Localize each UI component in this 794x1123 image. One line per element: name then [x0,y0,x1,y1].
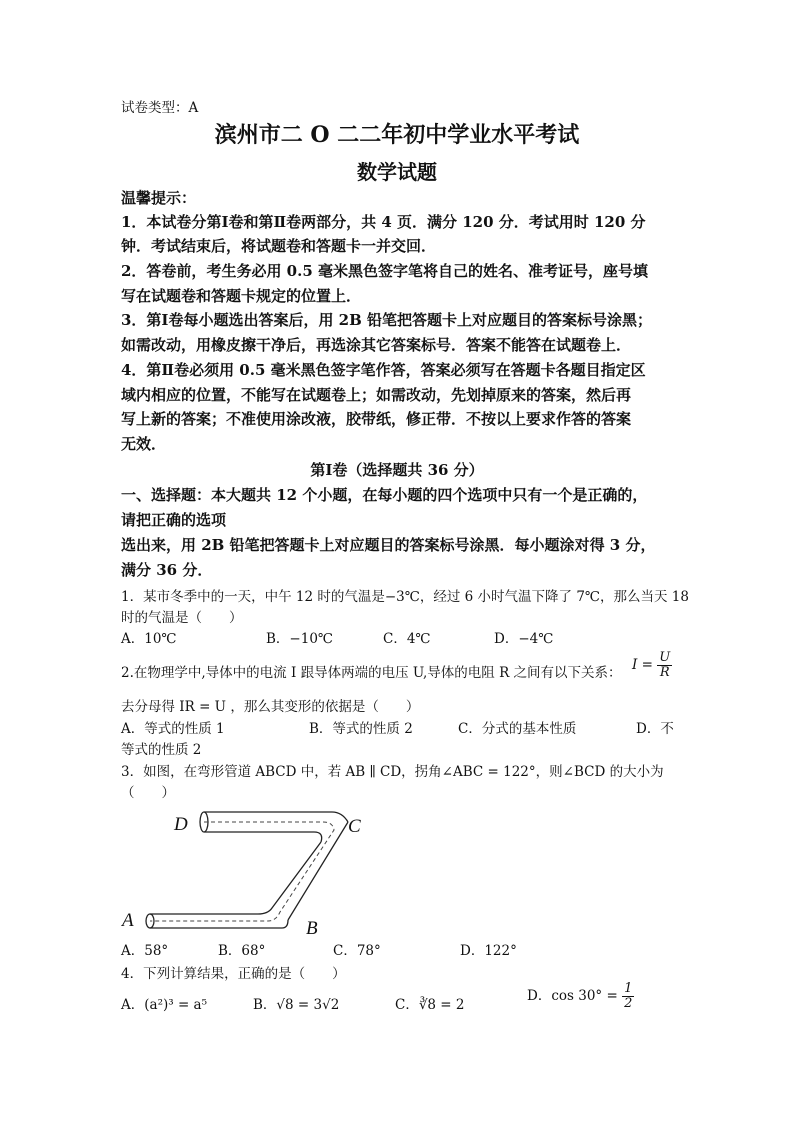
tips-line: 写在试题卷和答题卡规定的位置上． [121,287,362,305]
question-2-option-a: A．等式的性质 1 [121,721,225,737]
tips-line: 无效． [121,435,167,453]
question-1-option-d: D．−4℃ [494,631,554,647]
pipe-outer-diagonal [288,822,348,920]
option-d-denominator: 2 [624,996,633,1011]
pipe-inner-top [204,832,322,842]
question-3-option-a: A．58° [121,943,169,959]
question-3-option-c: C．78° [333,943,381,959]
paper-type: 试卷类型：A [121,100,199,116]
question-4-option-c: C．∛8 = 2 [395,997,465,1013]
formula-fraction [657,651,672,680]
question-2-formula [632,651,672,680]
question-2-text: 等式的性质 2 [121,742,202,758]
tips-line: 域内相应的位置，不能写在试题卷上；如需改动，先划掉原来的答案，然后再 [121,386,632,404]
question-3-text: 3．如图，在弯形管道 ABCD 中，若 AB ∥ CD，拐角∠ABC = 122°，则∠BCD 的大小为 [121,764,664,780]
question-3-option-b: B．68° [218,943,266,959]
formula-numerator: U [659,650,671,665]
section-instruction: 满分 36 分． [121,561,213,579]
question-3-text: （ ） [121,785,175,801]
label-b: B [306,918,318,939]
section-instruction: 请把正确的选项 [121,511,227,529]
tips-line: 1．本试卷分第Ⅰ卷和第Ⅱ卷两部分，共 4 页．满分 120 分．考试用时 120 分 [121,213,646,231]
formula-denominator: R [659,665,670,680]
question-2-option-d: D．不 [636,721,674,737]
question-2-option-b: B．等式的性质 2 [309,721,413,737]
exam-subtitle: 数学试题 [357,160,437,184]
tips-line: 钟．考试结束后，将试题卷和答题卡一并交回． [121,237,437,255]
pipe-outer-top [204,812,348,822]
label-a: A [122,910,134,931]
label-d: D [174,814,188,835]
section-instruction: 一、选择题：本大题共 12 个小题，在每小题的四个选项中只有一个是正确的， [121,486,648,504]
label-c: C [348,816,361,837]
question-1-option-b: B．−10℃ [266,631,334,647]
pipe-inner-bottom [150,842,321,914]
pipe-centerline [150,822,334,921]
question-2-text: 去分母得 IR = U ，那么其变形的依据是（ ） [121,699,420,715]
option-d-fraction [622,982,634,1011]
exam-title: 滨州市二 O 二二年初中学业水平考试 [214,122,580,148]
tips-line: 如需改动，用橡皮擦干净后，再选涂其它答案标号．答案不能答在试题卷上． [121,336,632,354]
question-4-option-a: A．(a²)³ = a⁵ [121,997,208,1013]
pipe-figure [118,800,388,940]
option-d-numerator: 1 [624,981,633,996]
question-1-text: 时的气温是（ ） [121,610,243,626]
tips-line: 2．答卷前，考生务必用 0.5 毫米黑色签字笔将自己的姓名、准考证号，座号填 [121,262,648,280]
formula-lhs: I = [632,657,653,673]
section-instruction: 选出来，用 2B 铅笔把答题卡上对应题目的答案标号涂黑．每小题涂对得 3 分， [121,536,656,554]
question-1-text: 1．某市冬季中的一天，中午 12 时的气温是−3℃，经过 6 小时气温下降了 7℃，那么当天 18 [121,589,689,605]
question-1-option-a: A．10℃ [121,631,177,647]
question-4-text: 4．下列计算结果，正确的是（ ） [121,966,346,982]
question-1-option-c: C．4℃ [383,631,431,647]
question-2-option-c: C．分式的基本性质 [458,721,577,737]
question-4-option-d [527,982,634,1011]
question-3-option-d: D．122° [460,943,517,959]
tips-line: 3．第Ⅰ卷每小题选出答案后，用 2B 铅笔把答题卡上对应题目的答案标号涂黑； [121,311,653,329]
question-2-text: 2.在物理学中,导体中的电流 I 跟导体两端的电压 U,导体的电阻 R 之间有以下关系： [121,665,622,681]
tips-line: 4．第Ⅱ卷必须用 0.5 毫米黑色签字笔作答，答案必须写在答题卡各题目指定区 [121,361,646,379]
option-d-lhs: D．cos 30° = [527,988,618,1004]
question-4-option-b: B．√8 = 3√2 [253,997,340,1013]
tips-heading: 温馨提示： [121,189,197,207]
tips-line: 写上新的答案；不准使用涂改液，胶带纸，修正带．不按以上要求作答的答案 [121,410,632,428]
section-title: 第Ⅰ卷（选择题共 36 分） [310,461,484,479]
